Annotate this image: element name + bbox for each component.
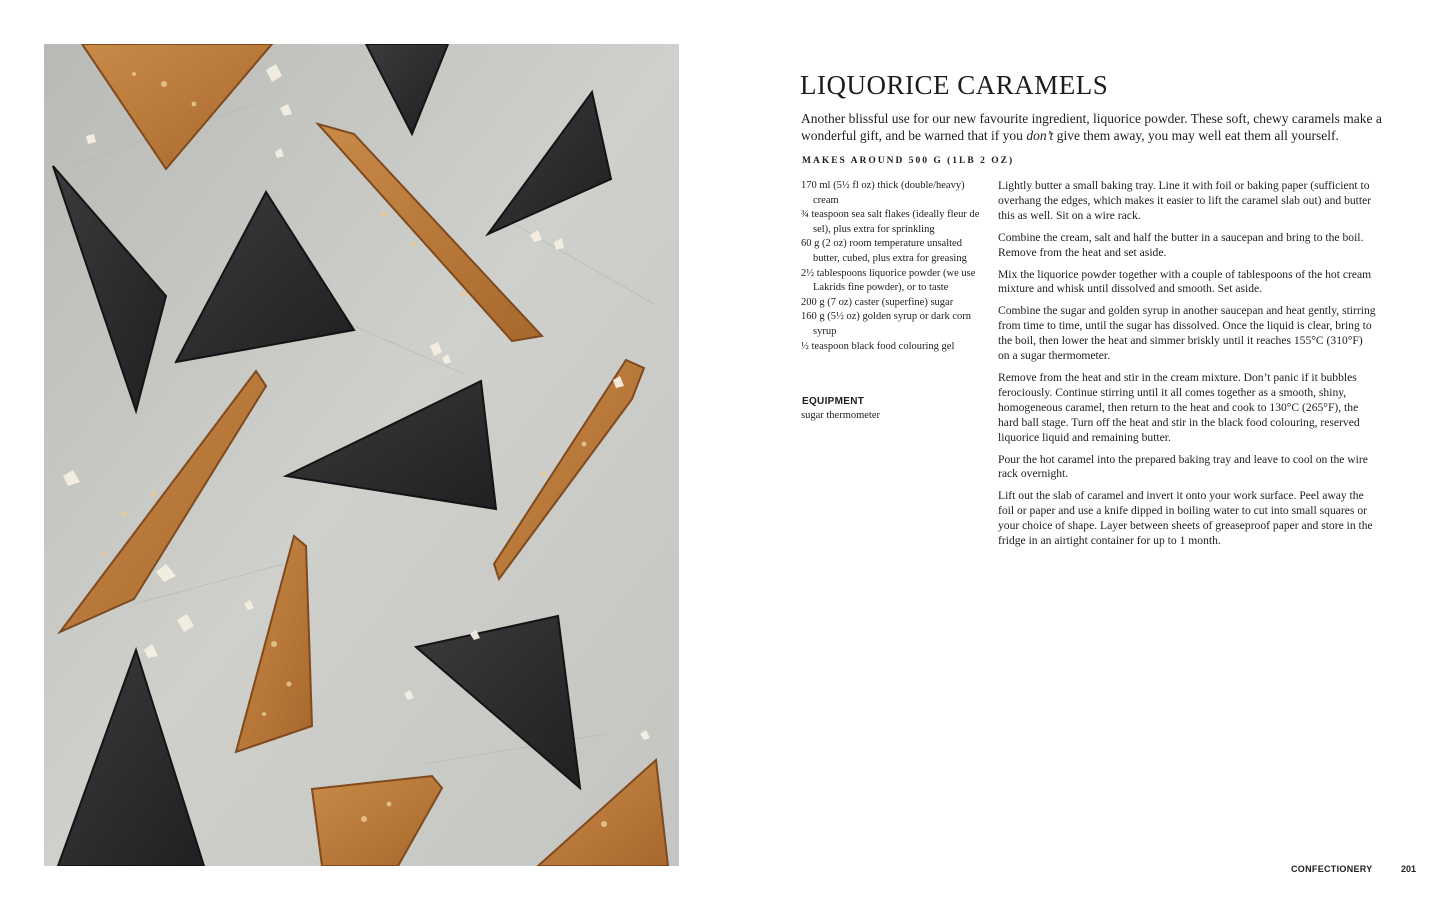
recipe-title: LIQUORICE CARAMELS: [800, 70, 1109, 100]
ingredient-item: 60 g (2 oz) room temperature unsalted butter, cubed, plus extra for greasing: [801, 238, 967, 264]
method-step: Combine the sugar and golden syrup in another saucepan and heat gently, stirring from time to time, until the sugar has dissolved. Once the liquid is clear, bring to the boil, then lower the heat and simmer briskly until it reaches 155°C (310°F) on a sugar thermometer.: [998, 304, 1376, 363]
method-step: Lift out the slab of caramel and invert it onto your work surface. Peel away the foil or paper and use a knife dipped in boiling water to cut into small squares or your choice of shape. Layer between sheets of greaseproof paper and store in the fridge in an airtight container for up to 1 month.: [998, 489, 1373, 548]
method-step: Pour the hot caramel into the prepared baking tray and leave to cool on the wire rack overnight.: [998, 452, 1368, 481]
recipe-yield: MAKES AROUND 500 G (1LB 2 OZ): [802, 156, 1015, 166]
page-number: 201: [1401, 864, 1417, 874]
footer-section-name: CONFECTIONERY: [1291, 864, 1373, 874]
intro-text-end: give them away, you may well eat them all yourself.: [1053, 128, 1339, 143]
ingredient-item: ¾ teaspoon sea salt flakes (ideally fleur de sel), plus extra for sprinkling: [801, 209, 980, 235]
ingredient-item: 170 ml (5½ fl oz) thick (double/heavy) cream: [801, 180, 965, 206]
ingredient-item: 2½ tablespoons liquorice powder (we use Lakrids fine powder), or to taste: [801, 267, 976, 294]
recipe-photo: [44, 44, 679, 866]
method-step: Combine the cream, salt and half the butter in a saucepan and bring to the boil. Remove from the heat and set aside.: [998, 230, 1364, 259]
method-step: Lightly butter a small baking tray. Line it with foil or baking paper (sufficient to overhang the edges, which makes it easier to lift the caramel slab out) and butter this as well. Sit on a wire rack.: [998, 179, 1372, 222]
ingredient-item: ½ teaspoon black food colouring gel: [801, 340, 955, 352]
method-step: Remove from the heat and stir in the cream mixture. Don’t panic if it bubbles ferociously. Continue stirring until it all comes together as a smooth, shiny, homogeneous caramel, then return to the heat and cook to 130°C (265°F), the hard ball stage. Turn off the heat and stir in the black food colouring, reserved liquorice liquid and remaining butter.: [998, 370, 1360, 444]
intro-text: Another blissful use for our new favourite ingredient, liquorice powder. These soft, chewy caramels make a wonderful gift, and be warned that if you: [801, 111, 1382, 143]
method-step: Mix the liquorice powder together with a couple of tablespoons of the hot cream mixture and whisk until dissolved and smooth. Set aside.: [998, 267, 1372, 296]
ingredients-list: [801, 179, 986, 354]
equipment-heading: EQUIPMENT: [802, 396, 865, 407]
equipment-item: sugar thermometer: [801, 410, 881, 421]
ingredient-item: 200 g (7 oz) caster (superfine) sugar: [801, 296, 954, 308]
intro-emphasis: don’t: [1026, 128, 1054, 143]
ingredient-item: 160 g (5½ oz) golden syrup or dark corn syrup: [801, 311, 971, 337]
method-steps: [998, 179, 1376, 556]
recipe-intro: [801, 110, 1391, 144]
